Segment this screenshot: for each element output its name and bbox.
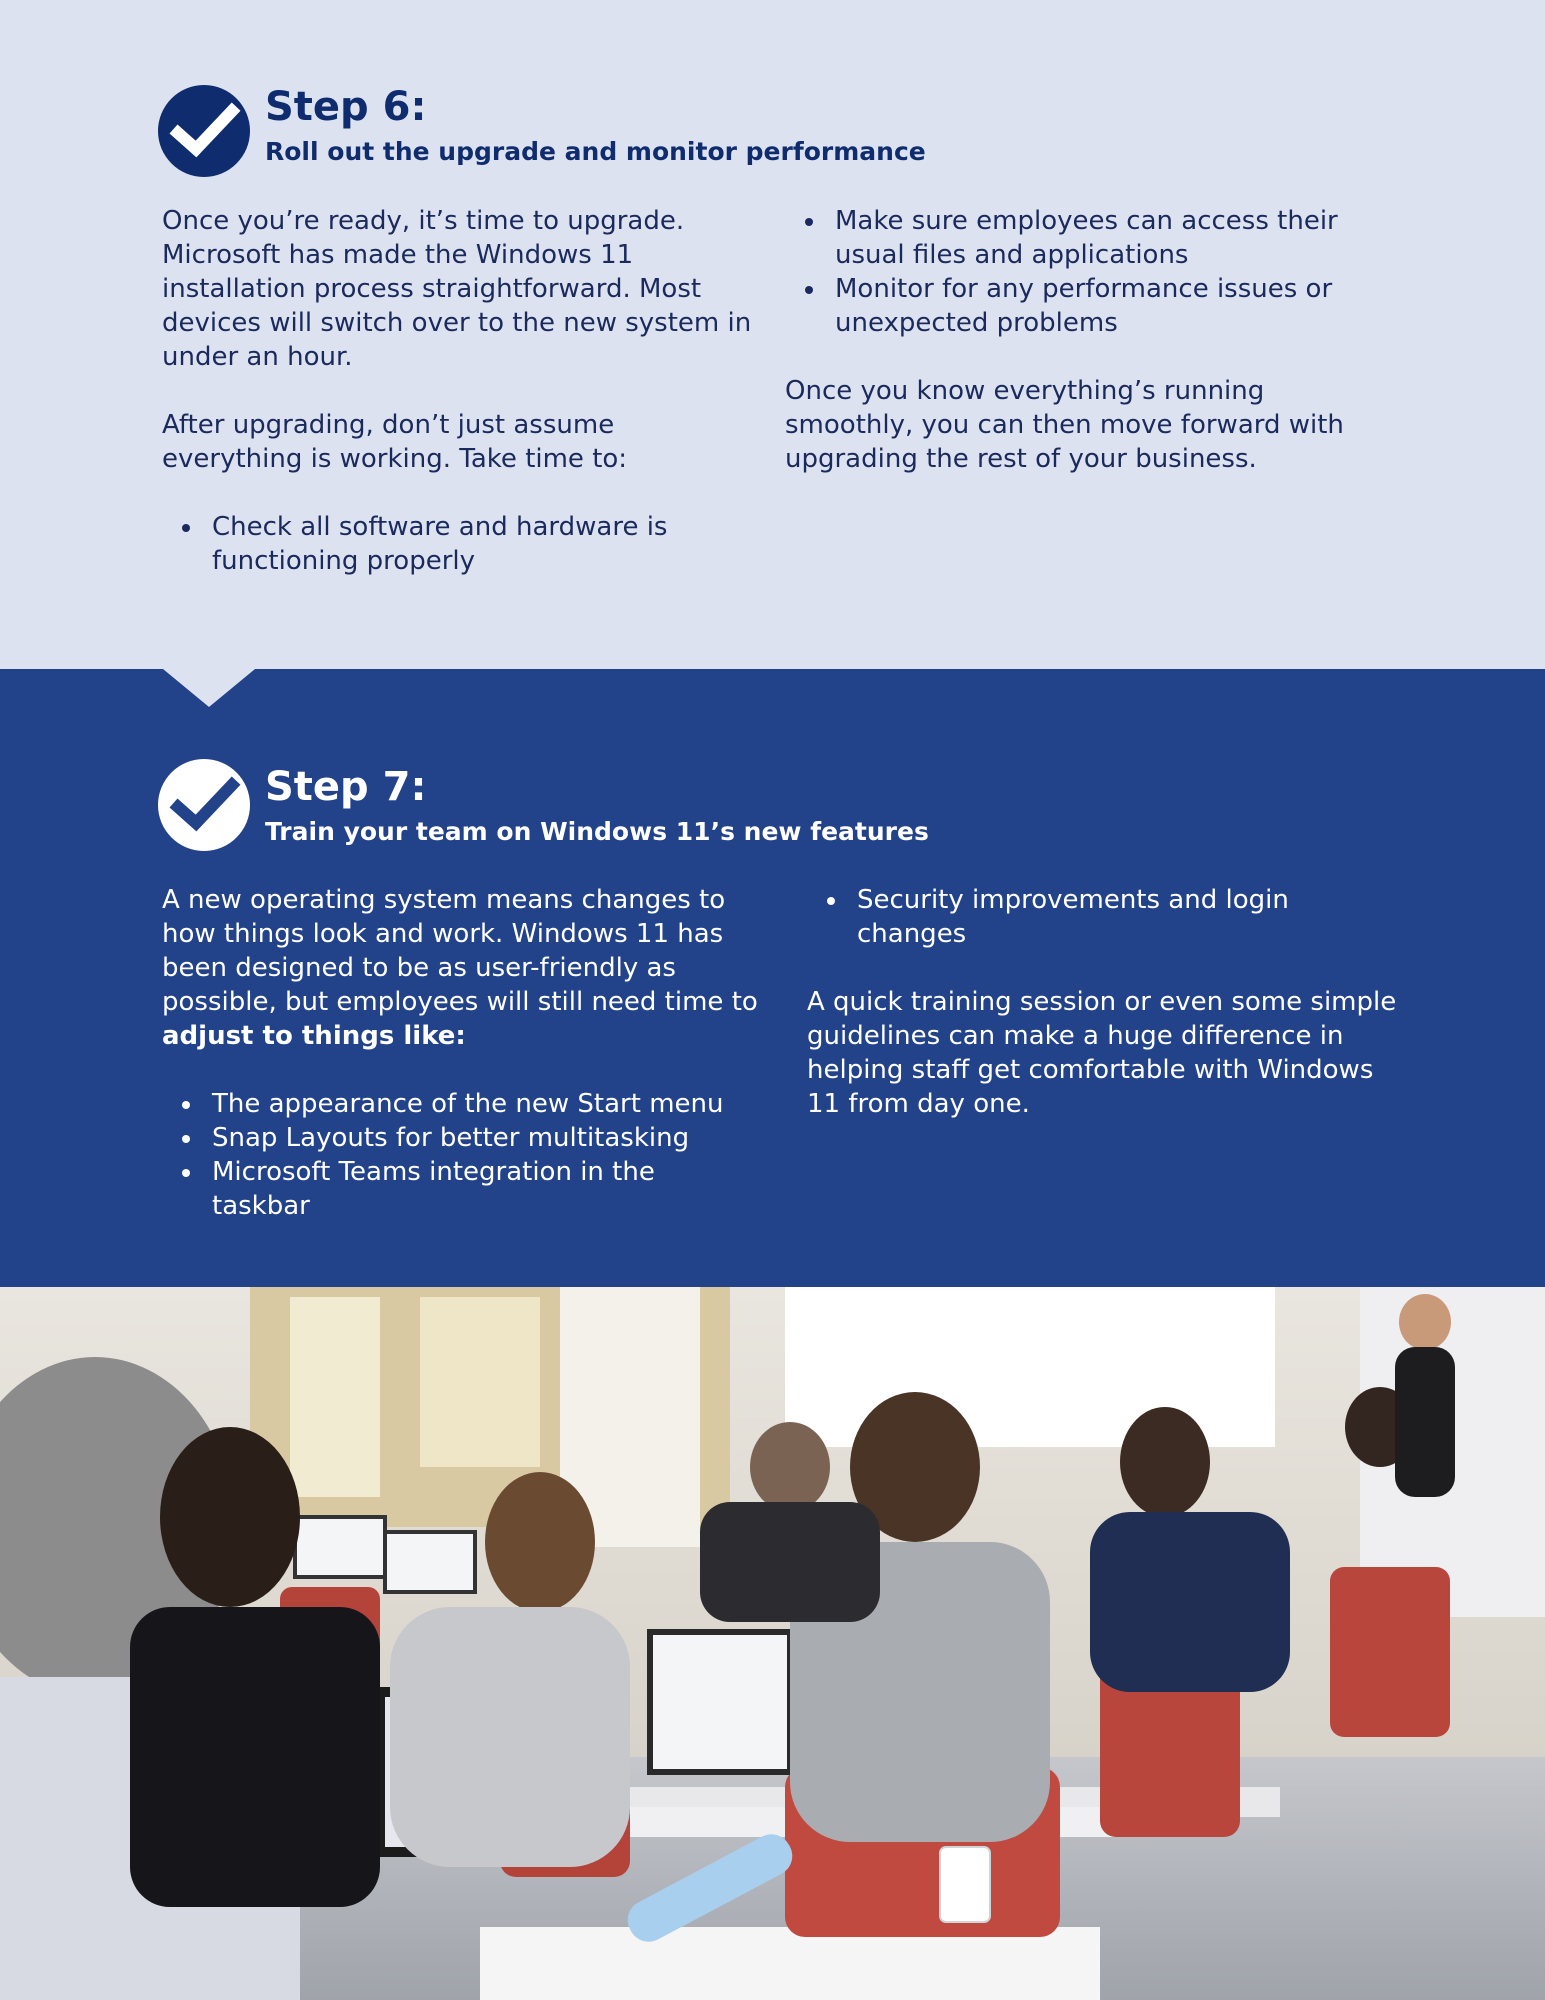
step-7-intro-paragraph: A new operating system means changes to how things look and work. Windows 11 has been designed to be as user-friendly as possible, but employees will still need time to adjust to things like: — [162, 885, 758, 1051]
step-7-closing-paragraph: A quick training session or even some simple guidelines can make a huge difference in helping staff get comfortable with Windows 11 from day one. — [807, 987, 1397, 1119]
step-7-badge — [158, 759, 250, 851]
classroom-training-photo — [0, 1287, 1545, 2000]
step-6-left-bullets — [162, 510, 762, 578]
list-item: Microsoft Teams integration in the taskbar — [162, 1155, 722, 1223]
section-divider-notch — [163, 669, 255, 707]
step-7-intro-bold: adjust to things like: — [162, 1021, 466, 1051]
classroom-photo-illustration — [0, 1287, 1545, 2000]
list-item: Check all software and hardware is functioning properly — [162, 510, 762, 578]
step-7-right-bullets — [807, 883, 1407, 951]
step-7-subtitle: Train your team on Windows 11’s new features — [265, 817, 929, 846]
list-item: Monitor for any performance issues or unexpected problems — [785, 272, 1385, 340]
step-6-subtitle: Roll out the upgrade and monitor performance — [265, 137, 926, 166]
list-item: Snap Layouts for better multitasking — [162, 1121, 782, 1155]
step-6-intro-paragraph: Once you’re ready, it’s time to upgrade. Microsoft has made the Windows 11 installation process straightforward. Most devices will switch over to the new system in under an hour. — [162, 206, 752, 372]
step-6-left-column — [162, 204, 762, 578]
step-7-left-bullets — [162, 1087, 782, 1223]
step-7-title: Step 7: — [265, 764, 427, 810]
step-6-badge — [158, 85, 250, 177]
step-6-right-column — [785, 204, 1385, 476]
step-7-left-column — [162, 883, 782, 1223]
step-6-right-bullets — [785, 204, 1385, 340]
step-7-right-column — [807, 883, 1407, 1121]
step-6-section — [0, 0, 1545, 669]
list-item: Security improvements and login changes — [807, 883, 1327, 951]
checkmark-icon — [158, 759, 250, 851]
list-item: The appearance of the new Start menu — [162, 1087, 782, 1121]
step-6-title: Step 6: — [265, 84, 427, 130]
step-7-section — [0, 669, 1545, 1287]
list-item: Make sure employees can access their usual files and applications — [785, 204, 1385, 272]
step-6-after-paragraph: After upgrading, don’t just assume everything is working. Take time to: — [162, 410, 628, 474]
checkmark-icon — [158, 85, 250, 177]
step-6-closing-paragraph: Once you know everything’s running smoothly, you can then move forward with upgrading the rest of your business. — [785, 376, 1344, 474]
